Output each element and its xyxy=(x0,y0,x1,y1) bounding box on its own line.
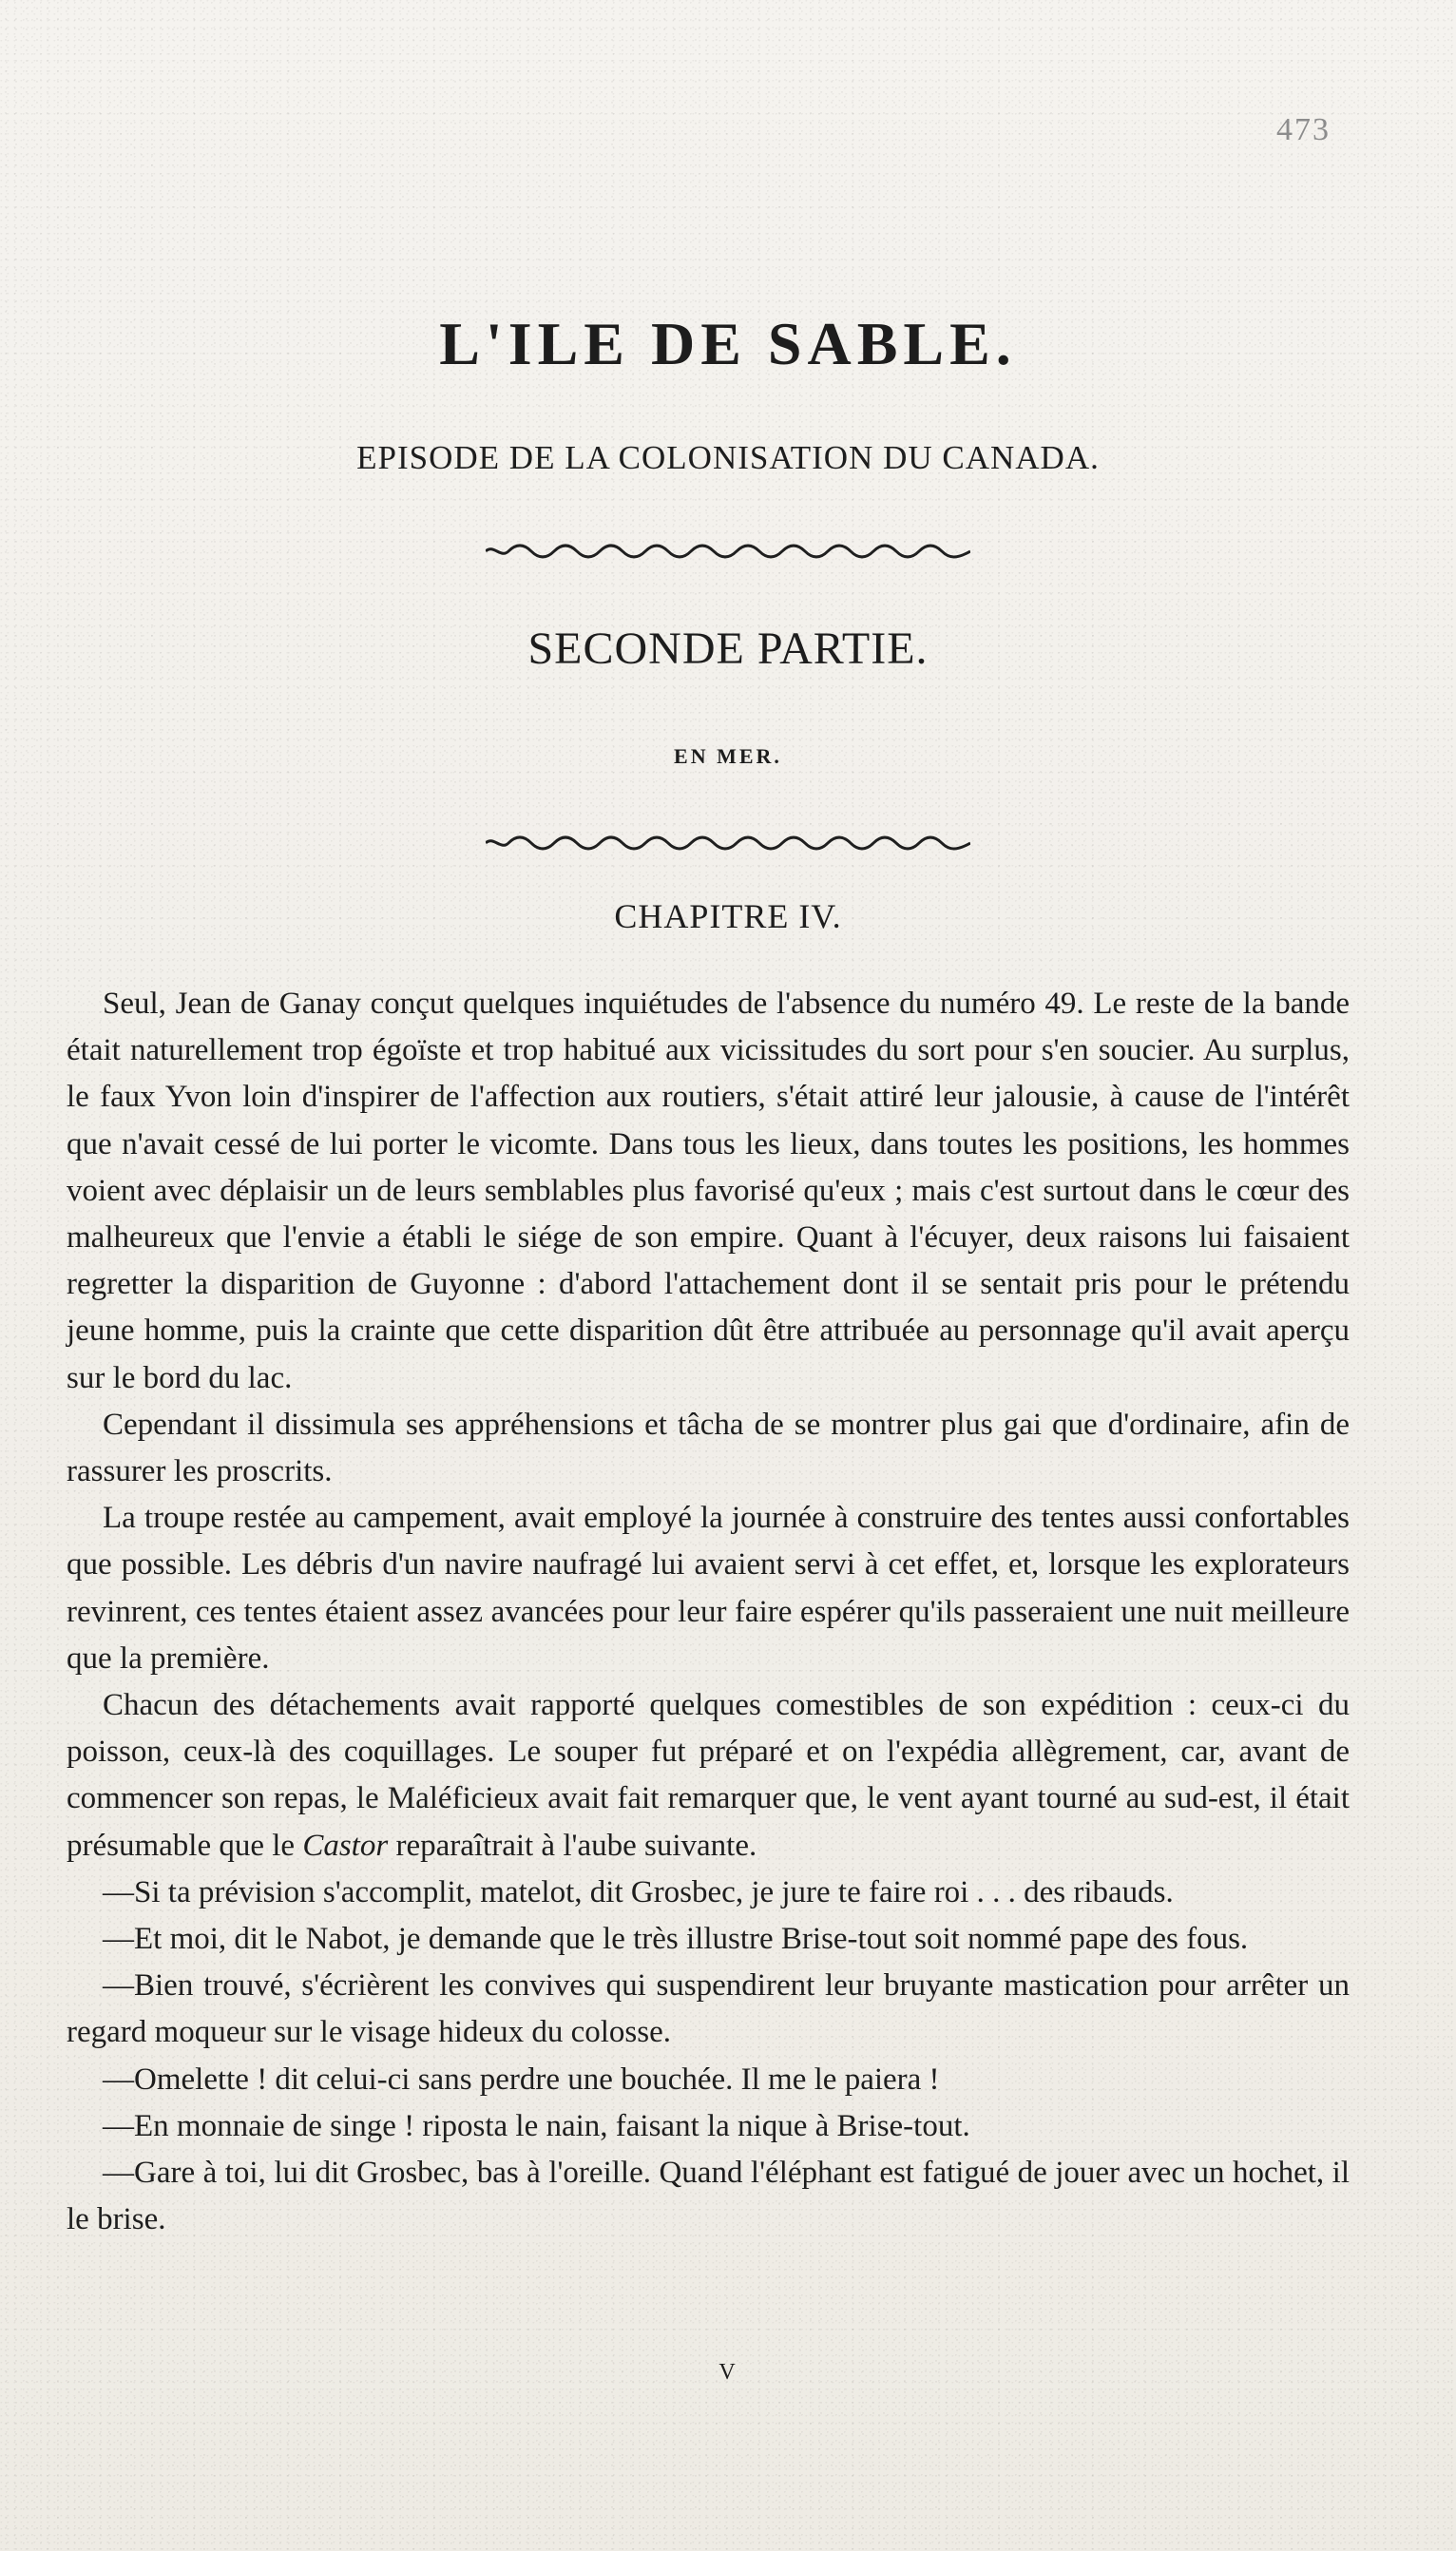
chapter-title: CHAPITRE IV. xyxy=(614,897,842,935)
wavy-divider-icon xyxy=(486,542,970,561)
ship-name: Castor xyxy=(302,1828,389,1863)
paragraph: Seul, Jean de Ganay conçut quelques inquiétudes de l'absence du numéro 49. Le reste de la bande était naturellement trop égoïste et trop habitué aux vicissitudes du sort pour s'en soucier. Au surplus, le faux Yvon loin d'inspirer de l'affection aux routiers, s'était attiré leur jalousie, à cause de l'intérêt que n'avait cessé de lui porter le vicomte. Dans tous les lieux, dans toutes les positions, les hommes voient avec déplaisir un de leurs semblables plus favorisé qu'eux ; mais c'est surtout dans le cœur des malheureux que l'envie a établi le siége de son empire. Quant à l'écuyer, deux raisons lui faisaient regretter la disparition de Guyonne : d'abord l'attachement dont il se sentait pris pour le prétendu jeune homme, puis la crainte que cette disparition dût être attribuée au personnage qu'il avait aperçu sur le bord du lac. xyxy=(67,987,1350,1395)
dialogue-line: —Bien trouvé, s'écrièrent les convives qui suspendirent leur bruyante mastication pour arrêter un regard moqueur sur le visage hideux du colosse. xyxy=(67,1968,1350,2050)
paragraph xyxy=(67,1682,1350,1870)
section-title: EN MER. xyxy=(674,744,782,768)
dialogue-line: —Si ta prévision s'accomplit, matelot, dit Grosbec, je jure te faire roi . . . des ribauds. xyxy=(103,1874,1174,1909)
page-title: L'ILE DE SABLE. xyxy=(439,310,1017,377)
dialogue-line: —Gare à toi, lui dit Grosbec, bas à l'oreille. Quand l'éléphant est fatigué de jouer avec un hochet, il le brise. xyxy=(67,2156,1350,2237)
dialogue-line: —En monnaie de singe ! riposta le nain, faisant la nique à Brise-tout. xyxy=(103,2108,970,2143)
page-number: 473 xyxy=(1276,112,1331,147)
paragraph: Cependant il dissimula ses appréhensions et tâcha de se montrer plus gai que d'ordinaire, afin de rassurer les proscrits. xyxy=(67,1407,1350,1489)
part-title: SECONDE PARTIE. xyxy=(527,623,929,674)
wavy-divider-icon xyxy=(486,834,970,853)
page-subtitle: EPISODE DE LA COLONISATION DU CANADA. xyxy=(356,439,1100,476)
paragraph-text-before: Chacun des détachements avait rapporté quelques comestibles de son expédition : ceux-ci du poisson, ceux-là des coquillages. Le souper fut préparé et on l'expédia allègrement, car, avant de commencer son repas, le Maléficieux avait fait remarquer que, le vent ayant tourné au sud-est, il était présumable que le xyxy=(67,1688,1350,1863)
paragraph-text-after: reparaîtrait à l'aube suivante. xyxy=(388,1828,757,1863)
dialogue-line: —Omelette ! dit celui-ci sans perdre une bouchée. Il me le paiera ! xyxy=(103,2062,940,2097)
chapter-body xyxy=(67,981,1350,2243)
signature-mark: V xyxy=(718,2360,738,2385)
paragraph: La troupe restée au campement, avait employé la journée à construire des tentes aussi confortables que possible. Les débris d'un navire naufragé lui avaient servi à cet effet, et, lorsque les explorateurs revinrent, ces tentes étaient assez avancées pour leur faire espérer qu'ils passeraient une nuit meilleure que la première. xyxy=(67,1501,1350,1676)
dialogue-line: —Et moi, dit le Nabot, je demande que le très illustre Brise-tout soit nommé pape des fous. xyxy=(103,1922,1249,1957)
